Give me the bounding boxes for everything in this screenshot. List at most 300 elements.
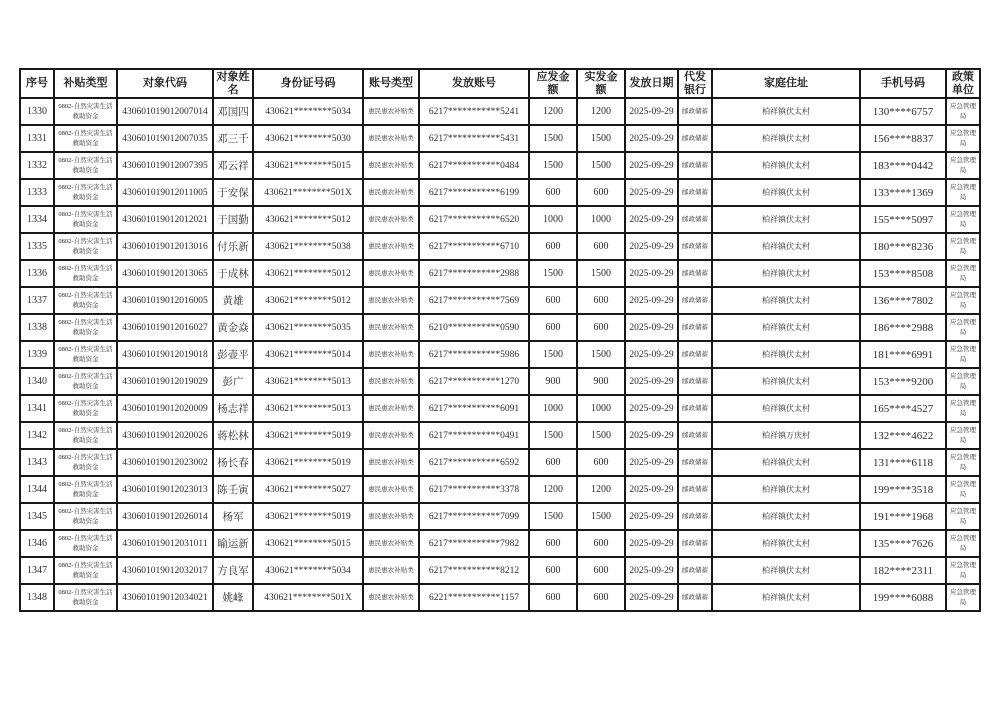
- cell-id: 430621********5012: [253, 206, 363, 233]
- cell-address: 柏祥镇伏太村: [712, 476, 860, 503]
- cell-unit: 应急管理局: [946, 179, 980, 206]
- cell-seq: 1343: [20, 449, 54, 476]
- cell-id: 430621********5038: [253, 233, 363, 260]
- cell-address: 柏祥镇伏太村: [712, 233, 860, 260]
- cell-code: 430601019012023013: [117, 476, 213, 503]
- cell-bank: 邮政储蓄: [678, 98, 712, 125]
- cell-actual: 600: [577, 314, 625, 341]
- cell-id: 430621********5013: [253, 368, 363, 395]
- cell-phone: 180****8236: [860, 233, 946, 260]
- cell-phone: 199****3518: [860, 476, 946, 503]
- cell-subsidy: 0802-自然灾害生活救助资金: [54, 314, 117, 341]
- table-row: [20, 179, 980, 206]
- cell-unit: 应急管理局: [946, 449, 980, 476]
- cell-name: 彭壶平: [213, 341, 253, 368]
- column-header-actual: 实发金额: [577, 69, 625, 98]
- cell-acctype: 惠民惠农补贴类: [363, 368, 419, 395]
- cell-account: 6217***********6710: [419, 233, 529, 260]
- cell-acctype: 惠民惠农补贴类: [363, 395, 419, 422]
- cell-acctype: 惠民惠农补贴类: [363, 557, 419, 584]
- column-header-acctype: 账号类型: [363, 69, 419, 98]
- cell-code: 430601019012019029: [117, 368, 213, 395]
- cell-bank: 邮政储蓄: [678, 260, 712, 287]
- cell-unit: 应急管理局: [946, 503, 980, 530]
- cell-account: 6217***********0484: [419, 152, 529, 179]
- cell-unit: 应急管理局: [946, 260, 980, 287]
- cell-name: 喻运新: [213, 530, 253, 557]
- cell-account: 6217***********6091: [419, 395, 529, 422]
- cell-phone: 191****1968: [860, 503, 946, 530]
- cell-phone: 133****1369: [860, 179, 946, 206]
- cell-seq: 1341: [20, 395, 54, 422]
- cell-subsidy: 0802-自然灾害生活救助资金: [54, 206, 117, 233]
- cell-seq: 1337: [20, 287, 54, 314]
- cell-name: 于安保: [213, 179, 253, 206]
- cell-account: 6217***********7099: [419, 503, 529, 530]
- cell-seq: 1333: [20, 179, 54, 206]
- table-row: [20, 395, 980, 422]
- cell-seq: 1331: [20, 125, 54, 152]
- cell-phone: 131****6118: [860, 449, 946, 476]
- cell-name: 邓三千: [213, 125, 253, 152]
- cell-name: 黄金焱: [213, 314, 253, 341]
- cell-payable: 1500: [529, 260, 577, 287]
- cell-actual: 600: [577, 179, 625, 206]
- cell-subsidy: 0802-自然灾害生活救助资金: [54, 260, 117, 287]
- cell-account: 6217***********5986: [419, 341, 529, 368]
- cell-seq: 1330: [20, 98, 54, 125]
- cell-actual: 1000: [577, 206, 625, 233]
- cell-unit: 应急管理局: [946, 125, 980, 152]
- cell-account: 6217***********7982: [419, 530, 529, 557]
- cell-actual: 1500: [577, 260, 625, 287]
- cell-code: 430601019012026014: [117, 503, 213, 530]
- cell-address: 柏祥镇伏太村: [712, 341, 860, 368]
- table-row: [20, 584, 980, 611]
- cell-subsidy: 0802-自然灾害生活救助资金: [54, 98, 117, 125]
- cell-seq: 1345: [20, 503, 54, 530]
- cell-code: 430601019012023002: [117, 449, 213, 476]
- cell-seq: 1335: [20, 233, 54, 260]
- cell-bank: 邮政储蓄: [678, 341, 712, 368]
- column-header-account: 发放账号: [419, 69, 529, 98]
- cell-id: 430621********5015: [253, 530, 363, 557]
- cell-acctype: 惠民惠农补贴类: [363, 314, 419, 341]
- cell-name: 于国勤: [213, 206, 253, 233]
- cell-phone: 186****2988: [860, 314, 946, 341]
- cell-acctype: 惠民惠农补贴类: [363, 449, 419, 476]
- cell-code: 430601019012020009: [117, 395, 213, 422]
- header-row: [20, 69, 980, 98]
- cell-name: 邓云祥: [213, 152, 253, 179]
- cell-subsidy: 0802-自然灾害生活救助资金: [54, 152, 117, 179]
- cell-account: 6217***********6520: [419, 206, 529, 233]
- cell-id: 430621********5014: [253, 341, 363, 368]
- cell-seq: 1346: [20, 530, 54, 557]
- cell-phone: 182****2311: [860, 557, 946, 584]
- column-header-date: 发放日期: [625, 69, 678, 98]
- column-header-id: 身份证号码: [253, 69, 363, 98]
- cell-date: 2025-09-29: [625, 314, 678, 341]
- cell-subsidy: 0802-自然灾害生活救助资金: [54, 449, 117, 476]
- table-row: [20, 449, 980, 476]
- column-header-phone: 手机号码: [860, 69, 946, 98]
- cell-date: 2025-09-29: [625, 476, 678, 503]
- cell-id: 430621********5027: [253, 476, 363, 503]
- cell-unit: 应急管理局: [946, 476, 980, 503]
- cell-bank: 邮政储蓄: [678, 530, 712, 557]
- cell-name: 黄雄: [213, 287, 253, 314]
- cell-unit: 应急管理局: [946, 368, 980, 395]
- table-header: [20, 69, 980, 98]
- cell-bank: 邮政储蓄: [678, 395, 712, 422]
- cell-subsidy: 0802-自然灾害生活救助资金: [54, 422, 117, 449]
- cell-account: 6217***********6592: [419, 449, 529, 476]
- cell-acctype: 惠民惠农补贴类: [363, 152, 419, 179]
- cell-phone: 199****6088: [860, 584, 946, 611]
- cell-payable: 1000: [529, 206, 577, 233]
- cell-bank: 邮政储蓄: [678, 368, 712, 395]
- cell-subsidy: 0802-自然灾害生活救助资金: [54, 557, 117, 584]
- cell-unit: 应急管理局: [946, 422, 980, 449]
- cell-name: 付乐新: [213, 233, 253, 260]
- cell-subsidy: 0802-自然灾害生活救助资金: [54, 530, 117, 557]
- column-header-address: 家庭住址: [712, 69, 860, 98]
- cell-id: 430621********5019: [253, 422, 363, 449]
- cell-code: 430601019012011005: [117, 179, 213, 206]
- cell-phone: 165****4527: [860, 395, 946, 422]
- cell-date: 2025-09-29: [625, 341, 678, 368]
- cell-seq: 1338: [20, 314, 54, 341]
- cell-code: 430601019012020026: [117, 422, 213, 449]
- cell-payable: 600: [529, 233, 577, 260]
- column-header-code: 对象代码: [117, 69, 213, 98]
- cell-date: 2025-09-29: [625, 260, 678, 287]
- cell-payable: 900: [529, 368, 577, 395]
- cell-acctype: 惠民惠农补贴类: [363, 287, 419, 314]
- cell-unit: 应急管理局: [946, 314, 980, 341]
- cell-bank: 邮政储蓄: [678, 314, 712, 341]
- cell-payable: 1000: [529, 395, 577, 422]
- cell-account: 6217***********5241: [419, 98, 529, 125]
- cell-actual: 600: [577, 557, 625, 584]
- cell-address: 柏祥镇伏太村: [712, 314, 860, 341]
- cell-seq: 1339: [20, 341, 54, 368]
- cell-account: 6210***********0590: [419, 314, 529, 341]
- cell-address: 柏祥镇伏太村: [712, 152, 860, 179]
- cell-acctype: 惠民惠农补贴类: [363, 503, 419, 530]
- cell-subsidy: 0802-自然灾害生活救助资金: [54, 395, 117, 422]
- cell-subsidy: 0802-自然灾害生活救助资金: [54, 125, 117, 152]
- cell-account: 6221***********1157: [419, 584, 529, 611]
- cell-id: 430621********501X: [253, 179, 363, 206]
- cell-name: 杨长春: [213, 449, 253, 476]
- cell-date: 2025-09-29: [625, 557, 678, 584]
- cell-account: 6217***********3378: [419, 476, 529, 503]
- cell-payable: 1500: [529, 341, 577, 368]
- cell-phone: 156****8837: [860, 125, 946, 152]
- cell-acctype: 惠民惠农补贴类: [363, 584, 419, 611]
- cell-name: 彭广: [213, 368, 253, 395]
- cell-actual: 1500: [577, 341, 625, 368]
- cell-payable: 600: [529, 287, 577, 314]
- cell-date: 2025-09-29: [625, 125, 678, 152]
- cell-date: 2025-09-29: [625, 584, 678, 611]
- cell-subsidy: 0802-自然灾害生活救助资金: [54, 476, 117, 503]
- cell-name: 邓国四: [213, 98, 253, 125]
- cell-seq: 1334: [20, 206, 54, 233]
- cell-subsidy: 0802-自然灾害生活救助资金: [54, 179, 117, 206]
- cell-bank: 邮政储蓄: [678, 179, 712, 206]
- cell-code: 430601019012032017: [117, 557, 213, 584]
- cell-seq: 1332: [20, 152, 54, 179]
- cell-date: 2025-09-29: [625, 98, 678, 125]
- cell-unit: 应急管理局: [946, 206, 980, 233]
- cell-account: 6217***********8212: [419, 557, 529, 584]
- cell-address: 柏祥镇万庆村: [712, 422, 860, 449]
- cell-name: 姚峰: [213, 584, 253, 611]
- cell-phone: 130****6757: [860, 98, 946, 125]
- cell-date: 2025-09-29: [625, 287, 678, 314]
- cell-acctype: 惠民惠农补贴类: [363, 98, 419, 125]
- table-row: [20, 125, 980, 152]
- table-row: [20, 98, 980, 125]
- cell-bank: 邮政储蓄: [678, 125, 712, 152]
- column-header-subsidy: 补贴类型: [54, 69, 117, 98]
- cell-actual: 1500: [577, 422, 625, 449]
- cell-date: 2025-09-29: [625, 368, 678, 395]
- cell-date: 2025-09-29: [625, 422, 678, 449]
- cell-payable: 600: [529, 557, 577, 584]
- cell-phone: 132****4622: [860, 422, 946, 449]
- cell-code: 430601019012007014: [117, 98, 213, 125]
- cell-address: 柏祥镇伏太村: [712, 179, 860, 206]
- cell-acctype: 惠民惠农补贴类: [363, 530, 419, 557]
- cell-id: 430621********5012: [253, 287, 363, 314]
- cell-bank: 邮政储蓄: [678, 233, 712, 260]
- cell-address: 柏祥镇伏太村: [712, 98, 860, 125]
- cell-payable: 1500: [529, 125, 577, 152]
- table-body: [20, 98, 980, 611]
- cell-acctype: 惠民惠农补贴类: [363, 422, 419, 449]
- cell-phone: 183****0442: [860, 152, 946, 179]
- cell-name: 杨军: [213, 503, 253, 530]
- cell-actual: 1200: [577, 98, 625, 125]
- cell-id: 430621********501X: [253, 584, 363, 611]
- cell-code: 430601019012013065: [117, 260, 213, 287]
- cell-address: 柏祥镇伏太村: [712, 368, 860, 395]
- cell-phone: 153****9200: [860, 368, 946, 395]
- table-row: [20, 314, 980, 341]
- table-row: [20, 368, 980, 395]
- cell-code: 430601019012007395: [117, 152, 213, 179]
- cell-subsidy: 0802-自然灾害生活救助资金: [54, 368, 117, 395]
- cell-unit: 应急管理局: [946, 152, 980, 179]
- cell-name: 于成林: [213, 260, 253, 287]
- cell-date: 2025-09-29: [625, 233, 678, 260]
- cell-account: 6217***********5431: [419, 125, 529, 152]
- cell-code: 430601019012013016: [117, 233, 213, 260]
- cell-id: 430621********5034: [253, 557, 363, 584]
- cell-date: 2025-09-29: [625, 530, 678, 557]
- cell-seq: 1340: [20, 368, 54, 395]
- cell-subsidy: 0802-自然灾害生活救助资金: [54, 503, 117, 530]
- cell-acctype: 惠民惠农补贴类: [363, 476, 419, 503]
- cell-address: 柏祥镇伏太村: [712, 206, 860, 233]
- cell-seq: 1347: [20, 557, 54, 584]
- cell-account: 6217***********1270: [419, 368, 529, 395]
- cell-address: 柏祥镇伏太村: [712, 503, 860, 530]
- cell-address: 柏祥镇伏太村: [712, 260, 860, 287]
- cell-date: 2025-09-29: [625, 503, 678, 530]
- cell-bank: 邮政储蓄: [678, 152, 712, 179]
- cell-id: 430621********5034: [253, 98, 363, 125]
- cell-acctype: 惠民惠农补贴类: [363, 260, 419, 287]
- cell-code: 430601019012007035: [117, 125, 213, 152]
- cell-actual: 900: [577, 368, 625, 395]
- cell-bank: 邮政储蓄: [678, 557, 712, 584]
- cell-address: 柏祥镇伏太村: [712, 530, 860, 557]
- cell-bank: 邮政储蓄: [678, 206, 712, 233]
- column-header-unit: 政策单位: [946, 69, 980, 98]
- cell-payable: 600: [529, 530, 577, 557]
- cell-account: 6217***********2988: [419, 260, 529, 287]
- cell-bank: 邮政储蓄: [678, 476, 712, 503]
- cell-phone: 135****7626: [860, 530, 946, 557]
- table-row: [20, 476, 980, 503]
- cell-payable: 1500: [529, 152, 577, 179]
- cell-seq: 1342: [20, 422, 54, 449]
- cell-address: 柏祥镇伏太村: [712, 125, 860, 152]
- cell-actual: 1500: [577, 503, 625, 530]
- cell-unit: 应急管理局: [946, 530, 980, 557]
- table-row: [20, 422, 980, 449]
- cell-unit: 应急管理局: [946, 395, 980, 422]
- cell-code: 430601019012034021: [117, 584, 213, 611]
- cell-payable: 1200: [529, 98, 577, 125]
- cell-unit: 应急管理局: [946, 287, 980, 314]
- column-header-seq: 序号: [20, 69, 54, 98]
- cell-id: 430621********5015: [253, 152, 363, 179]
- cell-unit: 应急管理局: [946, 341, 980, 368]
- table-row: [20, 206, 980, 233]
- table-row: [20, 557, 980, 584]
- cell-unit: 应急管理局: [946, 557, 980, 584]
- cell-actual: 600: [577, 233, 625, 260]
- cell-bank: 邮政储蓄: [678, 422, 712, 449]
- cell-actual: 1500: [577, 152, 625, 179]
- document-page: [0, 68, 1000, 706]
- cell-bank: 邮政储蓄: [678, 584, 712, 611]
- cell-date: 2025-09-29: [625, 179, 678, 206]
- cell-address: 柏祥镇伏太村: [712, 395, 860, 422]
- cell-name: 方良军: [213, 557, 253, 584]
- cell-actual: 1200: [577, 476, 625, 503]
- cell-acctype: 惠民惠农补贴类: [363, 233, 419, 260]
- cell-phone: 153****8508: [860, 260, 946, 287]
- table-row: [20, 287, 980, 314]
- cell-code: 430601019012012021: [117, 206, 213, 233]
- cell-id: 430621********5030: [253, 125, 363, 152]
- cell-payable: 600: [529, 314, 577, 341]
- cell-phone: 155****5097: [860, 206, 946, 233]
- cell-acctype: 惠民惠农补贴类: [363, 206, 419, 233]
- cell-actual: 1500: [577, 125, 625, 152]
- table-row: [20, 233, 980, 260]
- cell-bank: 邮政储蓄: [678, 503, 712, 530]
- table-row: [20, 341, 980, 368]
- cell-code: 430601019012016027: [117, 314, 213, 341]
- cell-subsidy: 0802-自然灾害生活救助资金: [54, 584, 117, 611]
- cell-acctype: 惠民惠农补贴类: [363, 179, 419, 206]
- cell-payable: 600: [529, 584, 577, 611]
- cell-unit: 应急管理局: [946, 584, 980, 611]
- cell-code: 430601019012019018: [117, 341, 213, 368]
- cell-date: 2025-09-29: [625, 206, 678, 233]
- cell-seq: 1336: [20, 260, 54, 287]
- cell-actual: 600: [577, 530, 625, 557]
- table-row: [20, 152, 980, 179]
- cell-actual: 1000: [577, 395, 625, 422]
- cell-actual: 600: [577, 449, 625, 476]
- cell-name: 杨志祥: [213, 395, 253, 422]
- cell-subsidy: 0802-自然灾害生活救助资金: [54, 233, 117, 260]
- cell-address: 柏祥镇伏太村: [712, 287, 860, 314]
- cell-seq: 1344: [20, 476, 54, 503]
- cell-phone: 136****7802: [860, 287, 946, 314]
- cell-actual: 600: [577, 287, 625, 314]
- cell-name: 蒋松林: [213, 422, 253, 449]
- table-row: [20, 503, 980, 530]
- column-header-bank: 代发银行: [678, 69, 712, 98]
- cell-unit: 应急管理局: [946, 98, 980, 125]
- cell-phone: 181****6991: [860, 341, 946, 368]
- cell-acctype: 惠民惠农补贴类: [363, 125, 419, 152]
- cell-address: 柏祥镇伏太村: [712, 584, 860, 611]
- cell-acctype: 惠民惠农补贴类: [363, 341, 419, 368]
- cell-address: 柏祥镇伏太村: [712, 557, 860, 584]
- cell-id: 430621********5019: [253, 449, 363, 476]
- cell-id: 430621********5013: [253, 395, 363, 422]
- subsidy-distribution-table: [19, 68, 981, 612]
- cell-account: 6217***********6199: [419, 179, 529, 206]
- cell-date: 2025-09-29: [625, 152, 678, 179]
- cell-date: 2025-09-29: [625, 449, 678, 476]
- column-header-name: 对象姓名: [213, 69, 253, 98]
- cell-payable: 1500: [529, 503, 577, 530]
- column-header-payable: 应发金额: [529, 69, 577, 98]
- cell-id: 430621********5019: [253, 503, 363, 530]
- table-row: [20, 260, 980, 287]
- cell-payable: 600: [529, 179, 577, 206]
- cell-bank: 邮政储蓄: [678, 287, 712, 314]
- cell-subsidy: 0802-自然灾害生活救助资金: [54, 341, 117, 368]
- cell-code: 430601019012016005: [117, 287, 213, 314]
- cell-id: 430621********5035: [253, 314, 363, 341]
- cell-account: 6217***********0491: [419, 422, 529, 449]
- cell-id: 430621********5012: [253, 260, 363, 287]
- cell-payable: 1200: [529, 476, 577, 503]
- cell-subsidy: 0802-自然灾害生活救助资金: [54, 287, 117, 314]
- cell-name: 陈壬寅: [213, 476, 253, 503]
- cell-code: 430601019012031011: [117, 530, 213, 557]
- cell-unit: 应急管理局: [946, 233, 980, 260]
- cell-seq: 1348: [20, 584, 54, 611]
- cell-date: 2025-09-29: [625, 395, 678, 422]
- cell-bank: 邮政储蓄: [678, 449, 712, 476]
- table-row: [20, 530, 980, 557]
- cell-account: 6217***********7569: [419, 287, 529, 314]
